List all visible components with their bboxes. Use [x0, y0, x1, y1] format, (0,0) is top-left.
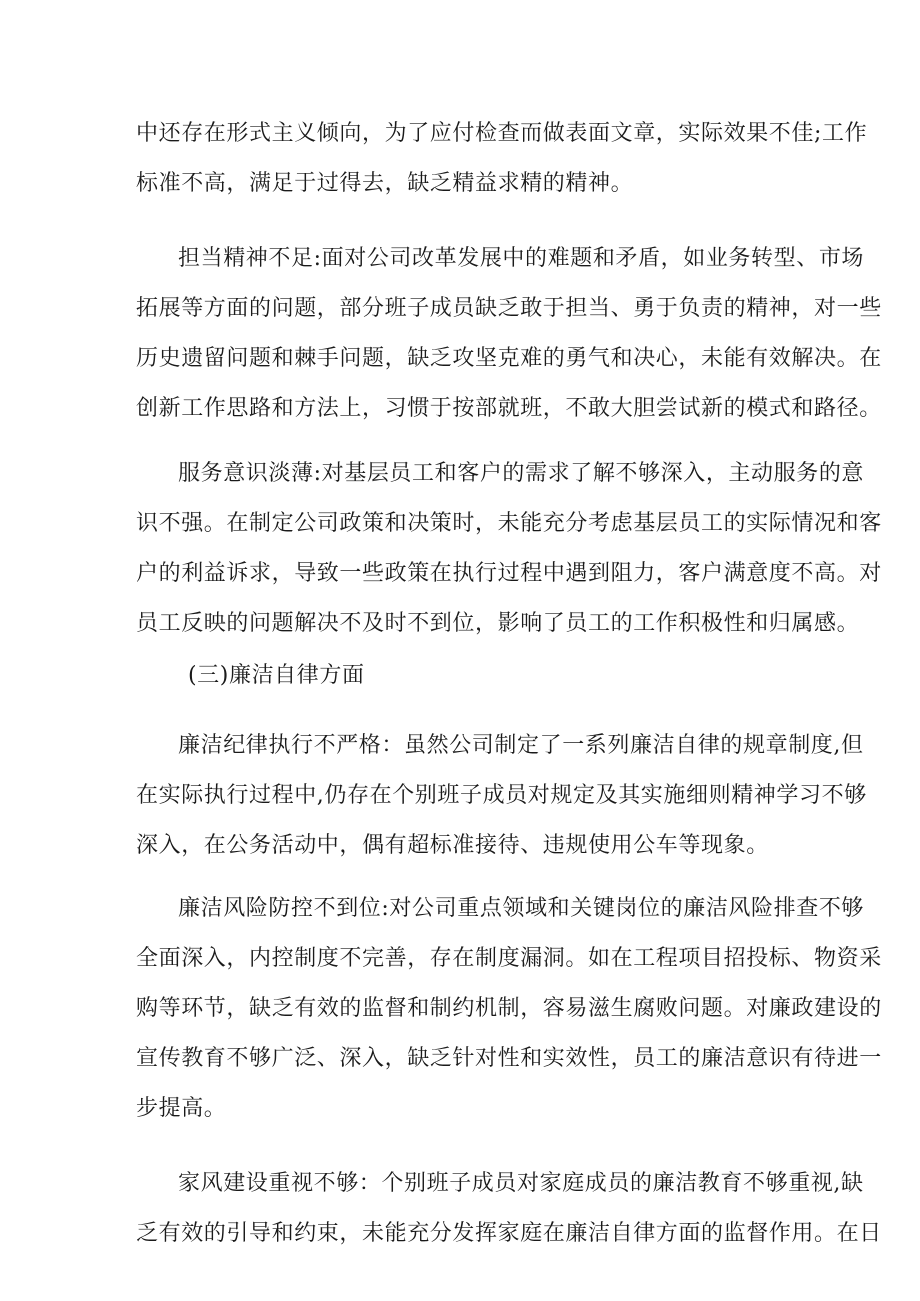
- paragraph-line: 标准不高，满足于过得去，缺乏精益求精的精神。: [136, 171, 634, 196]
- paragraph-line: 历史遗留问题和棘手问题，缺乏攻坚克难的勇气和决心，未能有效解决。在: [136, 346, 882, 371]
- paragraph-line: 购等环节，缺乏有效的监督和制约机制，容易滋生腐败问题。对廉政建设的: [136, 996, 882, 1021]
- paragraph-line: 担当精神不足:面对公司改革发展中的难题和矛盾，如业务转型、市场: [178, 246, 865, 271]
- paragraph-line: 服务意识淡薄:对基层员工和客户的需求了解不够深入，主动服务的意: [178, 461, 865, 486]
- paragraph-line: 乏有效的引导和约束，未能充分发挥家庭在廉洁自律方面的监督作用。在日: [136, 1221, 882, 1246]
- paragraph-line: 廉洁风险防控不到位:对公司重点领域和关键岗位的廉洁风险排查不够: [178, 896, 865, 921]
- paragraph-line: 员工反映的问题解决不及时不到位，影响了员工的工作积极性和归属感。: [136, 611, 860, 636]
- paragraph-line: 在实际执行过程中,仍存在个别班子成员对规定及其实施细则精神学习不够: [136, 783, 867, 808]
- paragraph-line: 深入，在公务活动中，偶有超标准接待、违规使用公车等现象。: [136, 833, 769, 858]
- paragraph-line: 步提高。: [136, 1096, 227, 1121]
- paragraph-line: 廉洁纪律执行不严格：虽然公司制定了一系列廉洁自律的规章制度,但: [178, 733, 864, 758]
- paragraph-line: 中还存在形式主义倾向，为了应付检查而做表面文章，实际效果不佳;工作: [136, 121, 868, 146]
- paragraph-line: 拓展等方面的问题，部分班子成员缺乏敢于担当、勇于负责的精神，对一些: [136, 296, 882, 321]
- paragraph-line: 宣传教育不够广泛、深入，缺乏针对性和实效性，员工的廉洁意识有待进一: [136, 1046, 882, 1071]
- paragraph-line: 户的利益诉求，导致一些政策在执行过程中遇到阻力，客户满意度不高。对: [136, 561, 882, 586]
- paragraph-line: 识不强。在制定公司政策和决策时，未能充分考虑基层员工的实际情况和客: [136, 511, 882, 536]
- paragraph-line: 全面深入，内控制度不完善，存在制度漏洞。如在工程项目招投标、物资采: [136, 946, 882, 971]
- section-heading: (三)廉洁自律方面: [188, 663, 365, 688]
- paragraph-line: 家风建设重视不够：个别班子成员对家庭成员的廉洁教育不够重视,缺: [178, 1171, 864, 1196]
- paragraph-line: 创新工作思路和方法上，习惯于按部就班，不敢大胆尝试新的模式和路径。: [136, 396, 882, 421]
